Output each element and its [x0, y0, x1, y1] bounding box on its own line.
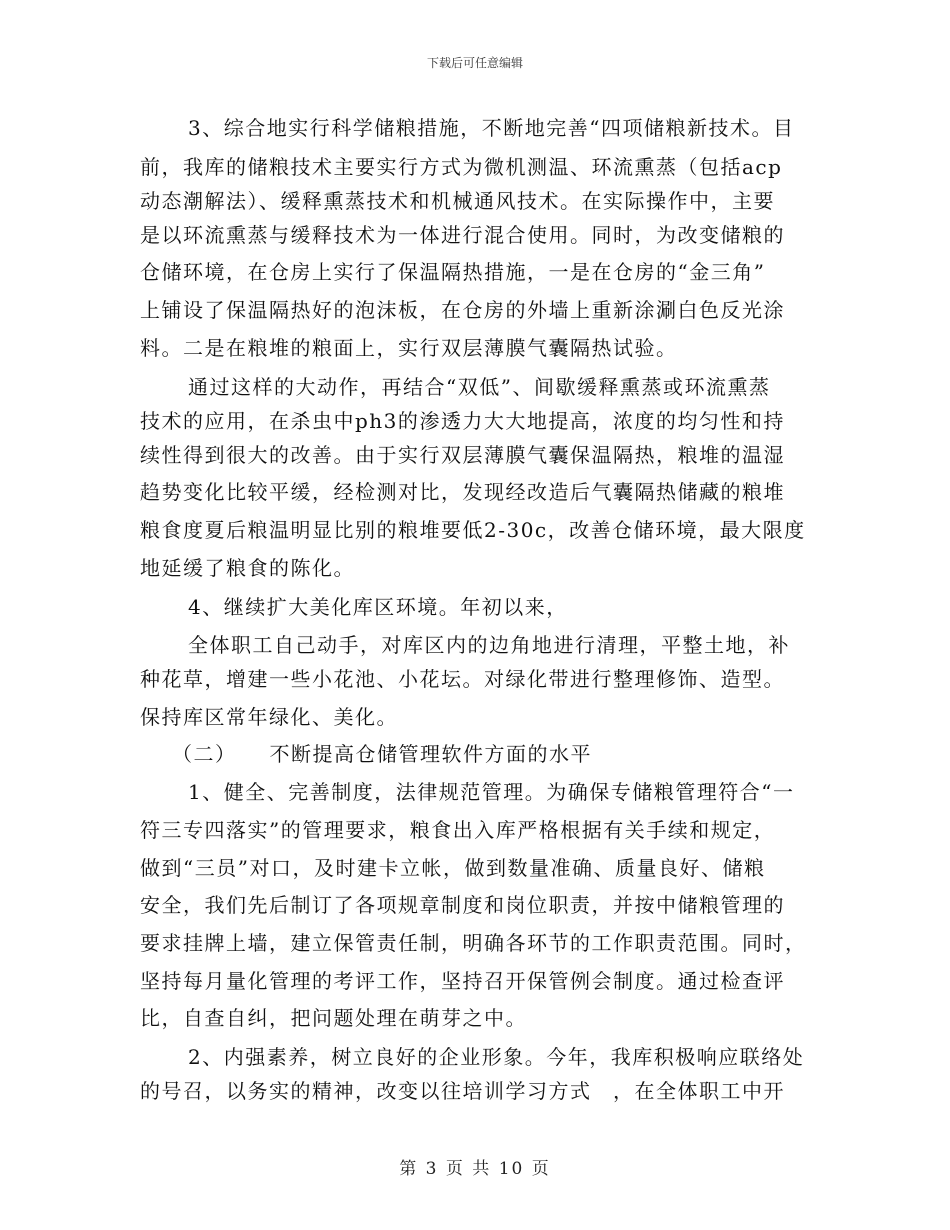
body-line: 1、健全、完善制度，法律规范管理。为确保专储粮管理符合“一 [188, 780, 795, 804]
page-footer: 第 3 页 共 10 页 [399, 1159, 551, 1179]
body-line: 续性得到很大的改善。由于实行双层薄膜气囊保温隔热，粮堆的温湿 [140, 443, 785, 467]
body-line: 安全，我们先后制订了各项规章制度和岗位职责，并按中储粮管理的 [140, 893, 785, 917]
body-line: 技术的应用，在杀虫中ph3的渗透力大大地提高，浓度的均匀性和持 [140, 409, 785, 433]
section-heading: （二） 不断提高仓储管理软件方面的水平 [172, 742, 592, 766]
body-line: 上铺设了保温隔热好的泡沫板，在仓房的外墙上重新涂涮白色反光涂 [140, 298, 785, 322]
body-line: 的号召，以务实的精神，改变以往培训学习方式 ，在全体职工中开 [140, 1079, 785, 1103]
body-line: 趋势变化比较平缓，经检测对比，发现经改造后气囊隔热储藏的粮堆 [140, 480, 785, 504]
body-line: 地延缓了粮食的陈化。 [140, 556, 355, 580]
body-line: 粮食度夏后粮温明显比别的粮堆要低2-30c，改善仓储环境，最大限度 [140, 518, 806, 542]
body-line: 前，我库的储粮技术主要实行方式为微机测温、环流熏蒸（包括acp [140, 155, 783, 179]
body-line: 要求挂牌上墙，建立保管责任制，明确各环节的工作职责范围。同时， [140, 931, 807, 955]
body-line: 保持库区常年绿化、美化。 [140, 705, 398, 729]
body-line: 做到“三员”对口，及时建卡立帐，做到数量准确、质量良好、储粮 [140, 856, 766, 880]
page-header: 下载后可任意编辑 [426, 56, 523, 70]
body-line: 全体职工自己动手，对库区内的边角地进行清理，平整土地，补 [188, 633, 790, 657]
body-line: 仓储环境，在仓房上实行了保温隔热措施，一是在仓房的“金三角” [140, 260, 766, 284]
body-line: 动态潮解法）、缓释熏蒸技术和机械通风技术。在实际操作中，主要 [140, 189, 775, 213]
body-line: 4、继续扩大美化库区环境。年初以来， [188, 595, 568, 619]
body-line: 种花草，增建一些小花池、小花坛。对绿化带进行整理修饰、造型。 [140, 667, 785, 691]
body-line: 符三专四落实”的管理要求，粮食出入库严格根据有关手续和规定， [140, 818, 776, 842]
body-line: 通过这样的大动作，再结合“双低”、间歇缓释熏蒸或环流熏蒸 [188, 375, 771, 399]
body-line: 2、内强素养，树立良好的企业形象。今年，我库积极响应联络处 [188, 1045, 805, 1069]
body-line: 料。二是在粮堆的粮面上，实行双层薄膜气囊隔热试验。 [140, 336, 678, 360]
body-line: 3、综合地实行科学储粮措施，不断地完善“四项储粮新技术。目 [188, 116, 795, 140]
body-line: 是以环流熏蒸与缓释技术为一体进行混合使用。同时，为改变储粮的 [140, 223, 785, 247]
body-line: 坚持每月量化管理的考评工作，坚持召开保管例会制度。通过检查评 [140, 969, 785, 993]
body-line: 比，自查自纠，把问题处理在萌芽之中。 [140, 1006, 527, 1030]
